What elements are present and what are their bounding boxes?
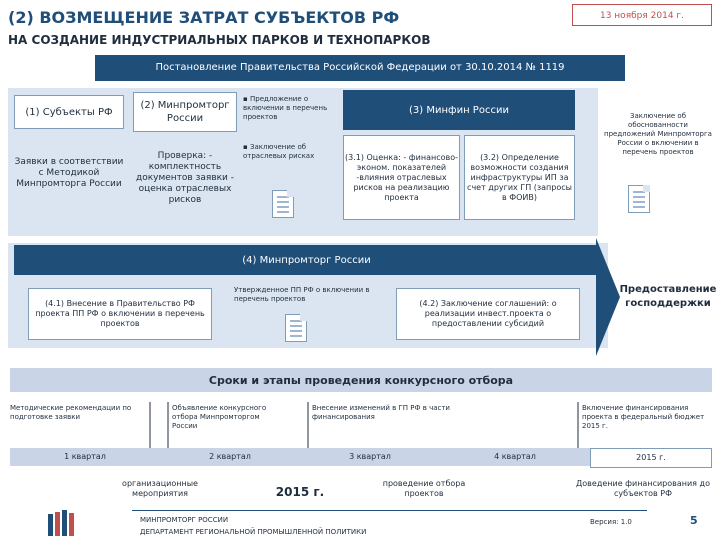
document-icon	[272, 190, 294, 218]
stage1-header	[14, 95, 124, 129]
bullet-icon: ▪	[243, 143, 250, 151]
stage4-sub2	[396, 288, 580, 340]
timeline-markers	[0, 398, 720, 450]
stage3-header	[343, 90, 575, 130]
quarter-label	[590, 448, 712, 468]
stage2-body-text: Проверка: - комплектность документов заявки - оценка отраслевых рисков	[135, 150, 235, 205]
stage4-sub1	[28, 288, 212, 340]
footer-version-text: Версия: 1.0	[590, 518, 632, 526]
page-number-text: 5	[690, 514, 698, 527]
footer-org	[140, 516, 380, 525]
timeline-year	[260, 482, 340, 502]
decree-banner: Постановление Правительства Российской Федерации от 30.10.2014 № 1119	[95, 55, 625, 81]
timeline-year-text: 2015 г.	[275, 485, 325, 499]
flow-arrow	[596, 238, 620, 356]
stage1-body-text: Заявки в соответствии с Методикой Минпромторга России	[14, 156, 124, 189]
stage1-header-text: (1) Субъекты РФ	[25, 106, 113, 118]
document-icon	[628, 185, 650, 213]
timeline-title-text: Сроки и этапы проведения конкурсного отбора	[208, 373, 514, 387]
stage3-sub1-text: (3.1) Оценка: - финансово-эконом. показателей -влияния отраслевых рисков на реализацию проекта	[345, 152, 458, 202]
ministry-logo	[46, 510, 80, 538]
conclusion-text-content: Заключение об обоснованности предложений Минпромторга России о включении в перечень проектов	[604, 111, 712, 156]
quarter-label-text: 3 квартал	[349, 452, 391, 461]
quarter-label	[10, 448, 160, 466]
timeline-bottom-label-text: проведение отбора проектов	[382, 479, 466, 498]
footer-dept-text: ДЕПАРТАМЕНТ РЕГИОНАЛЬНОЙ ПРОМЫШЛЕННОЙ ПОЛИТИКИ	[140, 528, 367, 536]
stage2-header-text: (2) Минпромторг России	[140, 100, 230, 124]
stage4-approved-text: Утвержденное ПП РФ о включении в перечень проектов	[234, 286, 370, 303]
footer-version	[590, 518, 650, 527]
quarter-label	[440, 448, 590, 466]
timeline-top-label-text: Внесение изменений в ГП РФ в части финансирования	[312, 404, 450, 421]
stage4-sub1-text: (4.1) Внесение в Правительство РФ проекта ПП РФ о включении в перечень проектов	[35, 299, 205, 328]
stage2-body	[133, 138, 237, 218]
stage4-approved	[234, 286, 392, 312]
timeline-bottom-label	[108, 478, 212, 500]
stage1-body	[14, 140, 124, 206]
bullet-icon: ▪	[243, 95, 250, 103]
timeline-title	[10, 368, 712, 392]
page-subtitle: НА СОЗДАНИЕ ИНДУСТРИАЛЬНЫХ ПАРКОВ И ТЕХНОПАРКОВ	[8, 33, 431, 47]
stage3-sub2	[464, 135, 575, 220]
quarter-label	[300, 448, 440, 466]
stage3-header-text: (3) Минфин России	[409, 104, 509, 116]
stage2-header	[133, 92, 237, 132]
stage3-sub2-text: (3.2) Определение возможности создания инфраструктуры ИП за счет других ГП (запросы в ФОИВ)	[467, 152, 572, 202]
stage2-bullet2-text: Заключение об отраслевых рисках	[243, 143, 315, 160]
footer-org-text: МИНПРОМТОРГ РОССИИ	[140, 516, 229, 524]
quarter-label	[160, 448, 300, 466]
date-badge: 13 ноября 2014 г.	[572, 4, 712, 26]
support-label-text: Предоставление господдержки	[619, 284, 717, 309]
page-number	[690, 514, 710, 527]
quarter-label-text: 1 квартал	[64, 452, 106, 461]
page-title: (2) ВОЗМЕЩЕНИЕ ЗАТРАТ СУБЪЕКТОВ РФ	[8, 8, 400, 27]
stage2-bullet2	[243, 143, 338, 173]
stage4-sub2-text: (4.2) Заключение соглашений: о реализации инвест.проекта о предоставлении субсидий	[419, 299, 557, 328]
stage2-bullet1-text: Предложение о включении в перечень проектов	[243, 95, 328, 121]
timeline-bottom-label-text: Доведение финансирования до субъектов РФ	[576, 479, 710, 498]
timeline-bottom-label	[572, 478, 714, 500]
stage2-bullet1	[243, 95, 338, 129]
timeline-top-label-text: Включение финансирования проекта в федеральный бюджет 2015 г.	[582, 404, 705, 430]
conclusion-text	[603, 98, 713, 170]
footer-dept	[140, 528, 440, 537]
support-label	[618, 272, 718, 322]
timeline-bottom-label-text: организационные мероприятия	[122, 479, 198, 498]
timeline-top-label-text: Методические рекомендации по подготовке заявки	[10, 404, 132, 421]
document-icon	[285, 314, 307, 342]
quarter-label-text: 2 квартал	[209, 452, 251, 461]
stage4-header-text: (4) Минпромторг России	[242, 254, 371, 266]
timeline-top-label-text: Объявление конкурсного отбора Минпромторгом России	[172, 404, 267, 430]
timeline-bottom-label	[372, 478, 476, 500]
quarter-label-text: 4 квартал	[494, 452, 536, 461]
stage3-sub1	[343, 135, 460, 220]
quarter-label-text: 2015 г.	[636, 453, 666, 462]
stage4-header	[14, 245, 599, 275]
